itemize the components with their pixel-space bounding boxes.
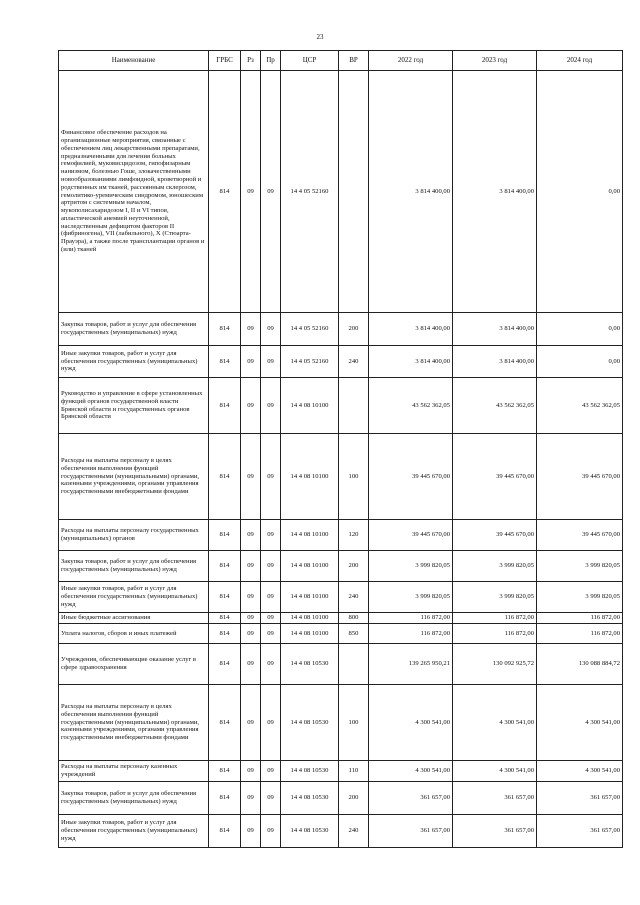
row-pr: 09 (261, 782, 281, 815)
row-csr: 14 4 08 10100 (281, 434, 339, 520)
row-csr: 14 4 05 52160 (281, 346, 339, 378)
table-row (59, 644, 623, 685)
row-vr (339, 378, 369, 434)
table-row (59, 71, 623, 313)
row-grbs: 814 (209, 624, 241, 644)
row-2022: 3 999 820,05 (369, 582, 453, 613)
row-csr: 14 4 08 10100 (281, 624, 339, 644)
page-number: 23 (316, 33, 324, 41)
row-2024: 3 999 820,05 (537, 582, 623, 613)
row-pr: 09 (261, 685, 281, 761)
row-name: Финансовое обеспечение расходов на организационные мероприятия, связанные с обеспечением лиц лекарственными препаратами, предназначенными для лечения больных гемофилией, муковисцидозом, гипофизарным нанизмом, болезнью Гоше, злокачественными новообразованиями лимфоидной, кроветворной и родственных им тканей, рассеянным склерозом, гемолитико-уремическим синдромом, юношеским артритом с системным началом, мукополисахаридозом I, II и VI типов, апластической анемией неуточненной, наследственным дефицитом факторов II (фибриногена), VII (лабильного), X (Стюарта-Прауэра), а также после трансплантации органов и (или) тканей (59, 71, 209, 313)
table-row (59, 782, 623, 815)
row-2024: 361 657,00 (537, 815, 623, 848)
row-rz: 09 (241, 551, 261, 582)
table-row (59, 685, 623, 761)
row-2022: 361 657,00 (369, 815, 453, 848)
row-csr: 14 4 08 10530 (281, 782, 339, 815)
row-grbs: 814 (209, 313, 241, 346)
row-csr: 14 4 08 10100 (281, 613, 339, 624)
row-2022: 39 445 670,00 (369, 520, 453, 551)
row-name: Расходы на выплаты персоналу государственных (муниципальных) органов (59, 520, 209, 551)
row-rz: 09 (241, 782, 261, 815)
row-rz: 09 (241, 346, 261, 378)
row-2022: 3 999 820,05 (369, 551, 453, 582)
row-2024: 43 562 362,05 (537, 378, 623, 434)
row-vr: 240 (339, 815, 369, 848)
row-2023: 130 092 925,72 (453, 644, 537, 685)
col-header-2022: 2022 год (369, 51, 453, 71)
row-2023: 4 300 541,00 (453, 685, 537, 761)
row-csr: 14 4 08 10100 (281, 582, 339, 613)
row-grbs: 814 (209, 815, 241, 848)
row-2022: 361 657,00 (369, 782, 453, 815)
row-2022: 3 814 400,00 (369, 346, 453, 378)
row-2023: 43 562 362,05 (453, 378, 537, 434)
row-grbs: 814 (209, 551, 241, 582)
row-vr: 100 (339, 685, 369, 761)
row-name: Расходы на выплаты персоналу в целях обеспечения выполнения функций государственными (муниципальными) органами, казенными учреждениями, органами управления государственными внебюджетными фондами (59, 434, 209, 520)
row-pr: 09 (261, 378, 281, 434)
row-name: Расходы на выплаты персоналу в целях обеспечения выполнения функций государственными (муниципальными) органами, казенными учреждениями, органами управления государственными внебюджетными фондами (59, 685, 209, 761)
row-csr: 14 4 05 52160 (281, 71, 339, 313)
row-pr: 09 (261, 624, 281, 644)
row-2024: 116 872,00 (537, 624, 623, 644)
row-pr: 09 (261, 313, 281, 346)
row-name: Уплата налогов, сборов и иных платежей (59, 624, 209, 644)
row-name: Учреждения, обеспечивающие оказание услуг в сфере здравоохранения (59, 644, 209, 685)
row-2023: 3 814 400,00 (453, 313, 537, 346)
row-vr: 800 (339, 613, 369, 624)
row-2024: 0,00 (537, 346, 623, 378)
row-vr: 200 (339, 782, 369, 815)
row-pr: 09 (261, 613, 281, 624)
row-grbs: 814 (209, 782, 241, 815)
row-name: Иные закупки товаров, работ и услуг для обеспечения государственных (муниципальных) нужд (59, 815, 209, 848)
row-pr: 09 (261, 761, 281, 782)
col-header-name: Наименование (59, 51, 209, 71)
row-2024: 4 300 541,00 (537, 761, 623, 782)
row-pr: 09 (261, 644, 281, 685)
row-vr: 240 (339, 346, 369, 378)
row-2023: 3 999 820,05 (453, 582, 537, 613)
row-csr: 14 4 08 10530 (281, 644, 339, 685)
row-rz: 09 (241, 685, 261, 761)
table-row (59, 434, 623, 520)
row-grbs: 814 (209, 582, 241, 613)
row-rz: 09 (241, 815, 261, 848)
row-grbs: 814 (209, 71, 241, 313)
row-rz: 09 (241, 624, 261, 644)
row-2024: 4 300 541,00 (537, 685, 623, 761)
row-vr: 200 (339, 551, 369, 582)
row-2023: 39 445 670,00 (453, 520, 537, 551)
row-2024: 0,00 (537, 71, 623, 313)
table-row (59, 815, 623, 848)
table-row (59, 378, 623, 434)
row-2024: 361 657,00 (537, 782, 623, 815)
row-grbs: 814 (209, 520, 241, 551)
table-row (59, 551, 623, 582)
table-row (59, 313, 623, 346)
col-header-grbs: ГРБС (209, 51, 241, 71)
row-rz: 09 (241, 644, 261, 685)
row-rz: 09 (241, 378, 261, 434)
row-2023: 116 872,00 (453, 624, 537, 644)
row-rz: 09 (241, 313, 261, 346)
col-header-2023: 2023 год (453, 51, 537, 71)
row-2024: 116 872,00 (537, 613, 623, 624)
row-grbs: 814 (209, 346, 241, 378)
row-pr: 09 (261, 815, 281, 848)
row-rz: 09 (241, 582, 261, 613)
row-vr: 240 (339, 582, 369, 613)
row-grbs: 814 (209, 378, 241, 434)
row-grbs: 814 (209, 613, 241, 624)
table-row (59, 346, 623, 378)
row-rz: 09 (241, 613, 261, 624)
row-name: Расходы на выплаты персоналу казенных учреждений (59, 761, 209, 782)
budget-table (58, 50, 623, 848)
row-2024: 3 999 820,05 (537, 551, 623, 582)
row-name: Руководство и управление в сфере установленных функций органов государственной власти Брянской области и государственных органов Брянской области (59, 378, 209, 434)
row-rz: 09 (241, 761, 261, 782)
row-vr: 100 (339, 434, 369, 520)
row-csr: 14 4 08 10100 (281, 378, 339, 434)
row-grbs: 814 (209, 761, 241, 782)
row-2024: 0,00 (537, 313, 623, 346)
row-2023: 4 300 541,00 (453, 761, 537, 782)
row-2023: 3 814 400,00 (453, 71, 537, 313)
row-2024: 39 445 670,00 (537, 434, 623, 520)
col-header-pr: Пр (261, 51, 281, 71)
col-header-csr: ЦСР (281, 51, 339, 71)
row-pr: 09 (261, 551, 281, 582)
row-name: Иные бюджетные ассигнования (59, 613, 209, 624)
row-name: Иные закупки товаров, работ и услуг для обеспечения государственных (муниципальных) нужд (59, 346, 209, 378)
row-pr: 09 (261, 434, 281, 520)
row-name: Закупка товаров, работ и услуг для обеспечения государственных (муниципальных) нужд (59, 313, 209, 346)
row-2023: 3 814 400,00 (453, 346, 537, 378)
row-pr: 09 (261, 346, 281, 378)
row-vr: 850 (339, 624, 369, 644)
row-2022: 4 300 541,00 (369, 685, 453, 761)
row-csr: 14 4 08 10530 (281, 815, 339, 848)
col-header-rz: Рз (241, 51, 261, 71)
col-header-vr: ВР (339, 51, 369, 71)
row-name: Иные закупки товаров, работ и услуг для обеспечения государственных (муниципальных) нужд (59, 582, 209, 613)
table-header-row (59, 51, 623, 71)
row-2024: 130 088 884,72 (537, 644, 623, 685)
row-pr: 09 (261, 71, 281, 313)
row-vr: 120 (339, 520, 369, 551)
row-csr: 14 4 08 10530 (281, 685, 339, 761)
table-row (59, 520, 623, 551)
row-csr: 14 4 05 52160 (281, 313, 339, 346)
row-2023: 116 872,00 (453, 613, 537, 624)
row-csr: 14 4 08 10100 (281, 520, 339, 551)
row-rz: 09 (241, 71, 261, 313)
row-vr: 110 (339, 761, 369, 782)
row-2022: 39 445 670,00 (369, 434, 453, 520)
row-pr: 09 (261, 582, 281, 613)
row-rz: 09 (241, 520, 261, 551)
row-name: Закупка товаров, работ и услуг для обеспечения государственных (муниципальных) нужд (59, 782, 209, 815)
row-2022: 4 300 541,00 (369, 761, 453, 782)
row-vr (339, 71, 369, 313)
row-2024: 39 445 670,00 (537, 520, 623, 551)
table-row (59, 613, 623, 624)
row-2023: 39 445 670,00 (453, 434, 537, 520)
row-2023: 361 657,00 (453, 782, 537, 815)
row-rz: 09 (241, 434, 261, 520)
row-csr: 14 4 08 10100 (281, 551, 339, 582)
row-2022: 116 872,00 (369, 624, 453, 644)
row-2022: 139 265 950,21 (369, 644, 453, 685)
row-grbs: 814 (209, 644, 241, 685)
row-2022: 43 562 362,05 (369, 378, 453, 434)
table-row (59, 761, 623, 782)
table-row (59, 582, 623, 613)
row-2022: 3 814 400,00 (369, 71, 453, 313)
row-csr: 14 4 08 10530 (281, 761, 339, 782)
row-2022: 116 872,00 (369, 613, 453, 624)
table-row (59, 624, 623, 644)
row-name: Закупка товаров, работ и услуг для обеспечения государственных (муниципальных) нужд (59, 551, 209, 582)
row-2022: 3 814 400,00 (369, 313, 453, 346)
row-vr (339, 644, 369, 685)
row-vr: 200 (339, 313, 369, 346)
row-grbs: 814 (209, 434, 241, 520)
row-grbs: 814 (209, 685, 241, 761)
row-2023: 3 999 820,05 (453, 551, 537, 582)
row-2023: 361 657,00 (453, 815, 537, 848)
row-pr: 09 (261, 520, 281, 551)
col-header-2024: 2024 год (537, 51, 623, 71)
